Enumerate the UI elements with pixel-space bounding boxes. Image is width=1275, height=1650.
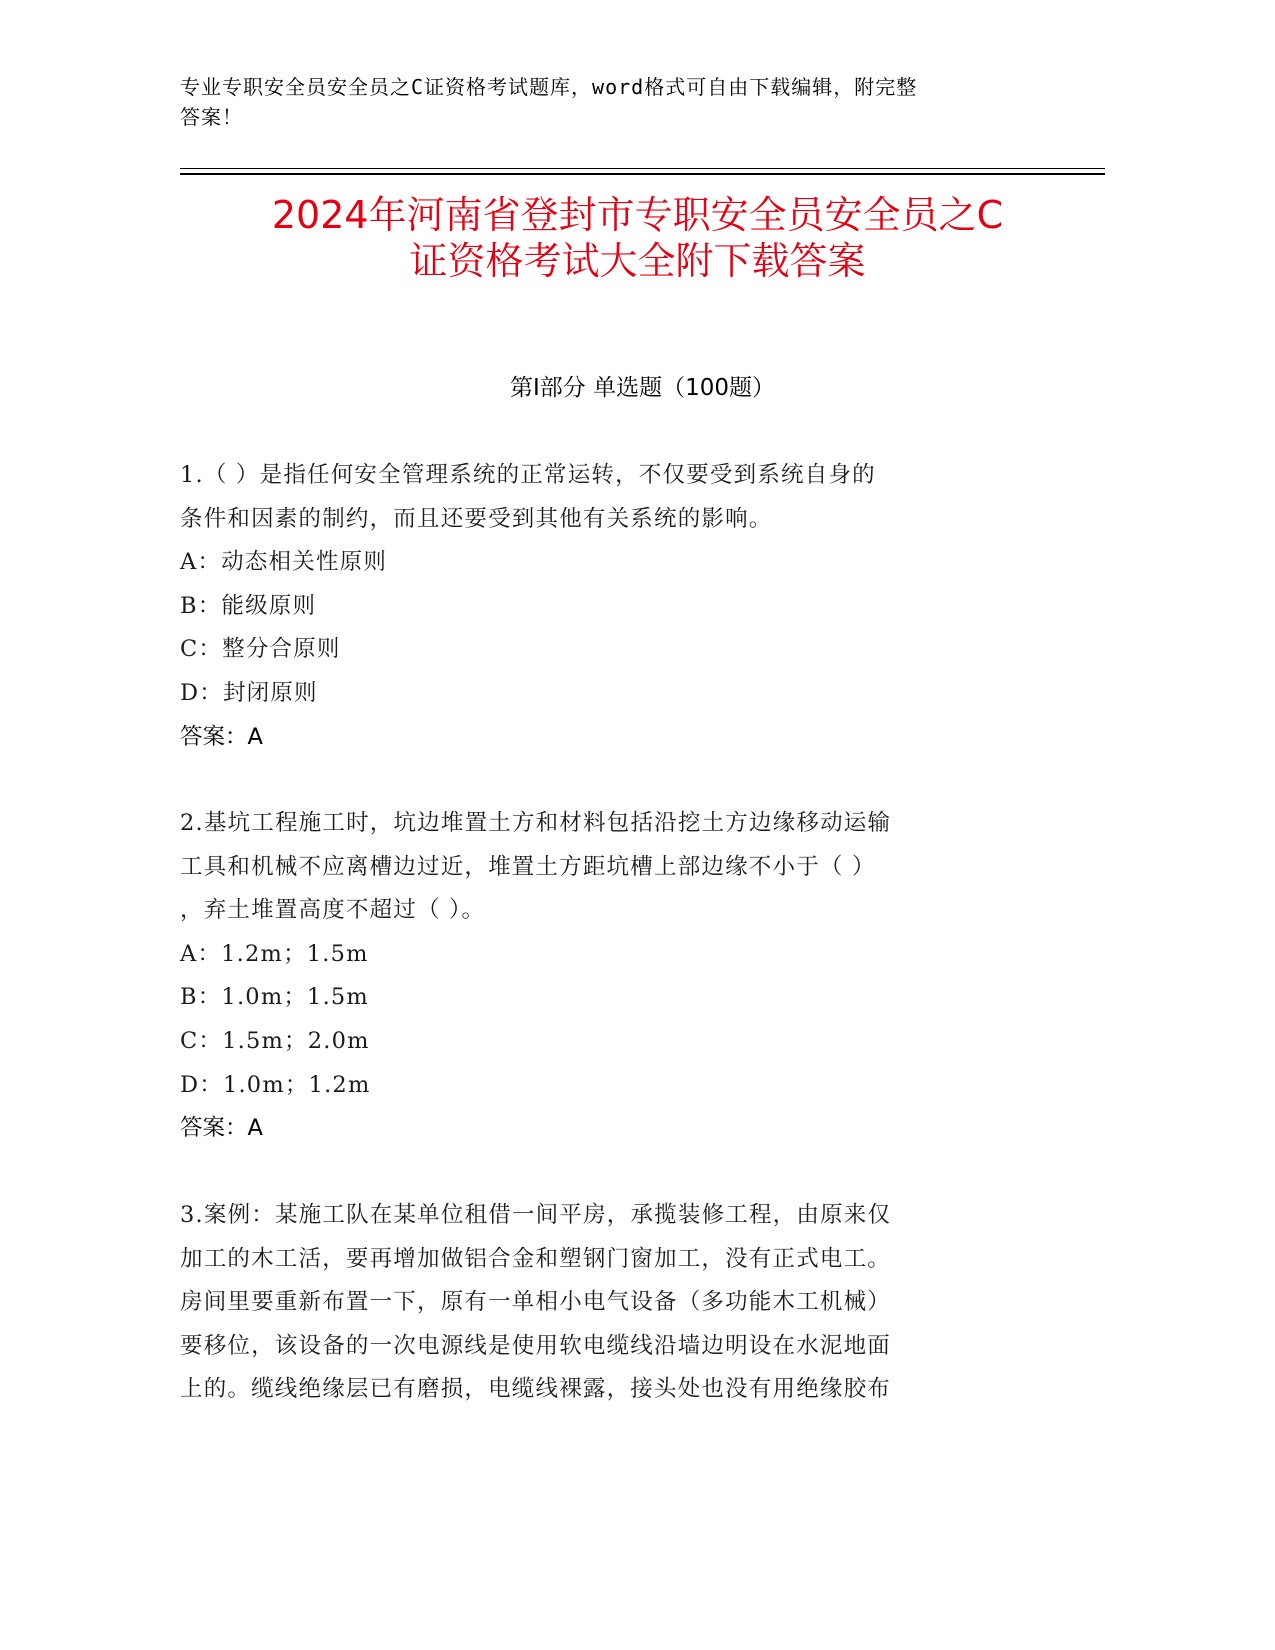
question-stem-line: 上的。缆线绝缘层已有磨损，电缆线裸露，接头处也没有用绝缘胶布: [180, 1376, 892, 1403]
document-title-line: 2024年河南省登封市专职安全员安全员之C: [271, 193, 1004, 237]
document-title: [160, 192, 1115, 284]
header-divider-thick: [180, 173, 1105, 175]
question-stem-line: 要移位，该设备的一次电源线是使用软电缆线沿墙边明设在水泥地面: [180, 1332, 892, 1359]
option-d: D：封闭原则: [180, 679, 318, 706]
header-note-line: 专业专职安全员安全员之C证资格考试题库，word格式可自由下载编辑，附完整: [180, 75, 918, 99]
option-c: C：整分合原则: [180, 636, 341, 663]
header-note: [180, 72, 1040, 132]
header-divider-thin: [180, 168, 1105, 169]
question-stem-line: 加工的木工活，要再增加做铝合金和塑钢门窗加工，没有正式电工。: [180, 1245, 892, 1272]
question-stem-line: 条件和因素的制约，而且还要受到其他有关系统的影响。: [180, 505, 773, 532]
question-stem-line: 工具和机械不应离槽边过近，堆置土方距坑槽上部边缘不小于（ ）: [180, 853, 876, 880]
section-heading: 第Ⅰ部分 单选题（100题）: [510, 375, 775, 401]
option-b: B：能级原则: [180, 592, 317, 619]
question-1: [180, 454, 1060, 759]
question-stem-line: 房间里要重新布置一下，原有一单相小电气设备（多功能木工机械）: [180, 1289, 892, 1316]
question-3: [180, 1194, 1060, 1412]
question-stem-line: 1.（ ）是指任何安全管理系统的正常运转，不仅要受到系统自身的: [180, 462, 876, 488]
option-a: A：1.2m；1.5m: [180, 940, 369, 967]
option-b: B：1.0m；1.5m: [180, 984, 369, 1011]
answer-line: 答案：A: [180, 1115, 263, 1142]
question-2: [180, 802, 1060, 1151]
question-stem-line: 3.案例：某施工队在某单位租借一间平房，承揽装修工程，由原来仅: [180, 1202, 892, 1228]
document-title-line: 证资格考试大全附下载答案: [409, 239, 866, 283]
option-a: A：动态相关性原则: [180, 549, 388, 576]
option-c: C：1.5m；2.0m: [180, 1027, 370, 1054]
option-d: D：1.0m；1.2m: [180, 1071, 371, 1098]
question-stem-line: ，弃土堆置高度不超过（ ）。: [180, 897, 486, 924]
header-note-line: 答案！: [180, 105, 243, 129]
answer-line: 答案：A: [180, 723, 263, 750]
question-stem-line: 2.基坑工程施工时，坑边堆置土方和材料包括沿挖土方边缘移动运输: [180, 810, 892, 836]
